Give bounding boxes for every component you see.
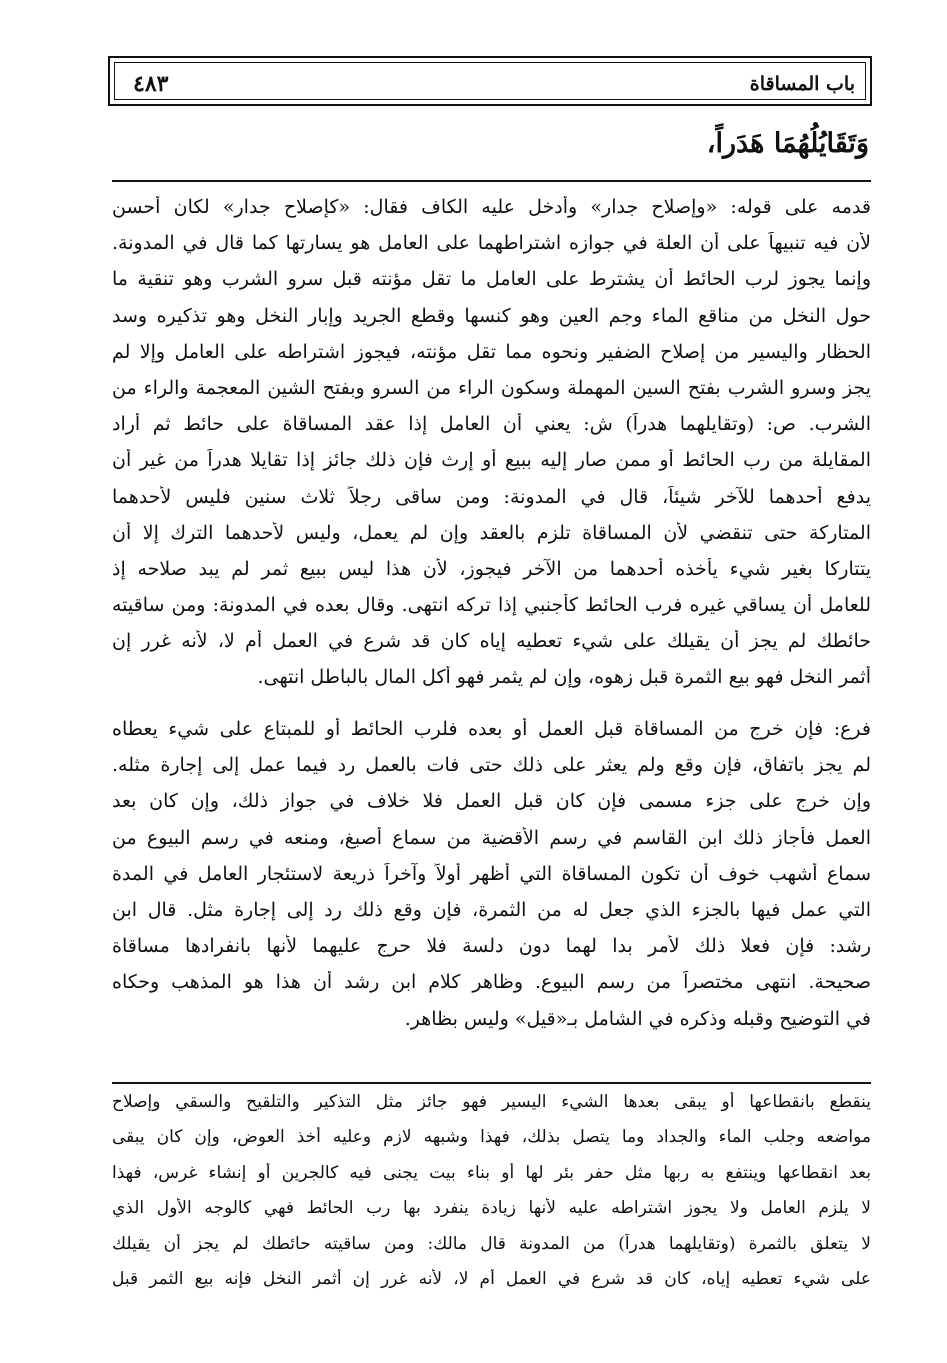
chapter-title: باب المساقاة	[749, 73, 855, 95]
commentary-line: حول النخل من مناقع الماء وجم العين وهو كنسها وقطع الجريد وإبار النخل وهو تذكيره وسد	[112, 304, 871, 327]
commentary-line: الحظار واليسير من إصلاح الضفير ونحوه مما تقل مؤنته، فيجوز اشتراطه على العامل وإلا لم	[112, 340, 871, 363]
page-number: ٤٨٣	[133, 71, 169, 97]
top-divider	[112, 180, 871, 182]
branch-line: العمل فأجاز ذلك ابن القاسم في رسم الأقضية من سماع أصبغ، ومنعه في رسم البيوع من	[112, 826, 871, 849]
branch-line: لم يجز باتفاق، فإن وقع ولم يعثر على ذلك حتى فات بالعمل رد فيما عمل إلى إجارة مثله.	[112, 754, 871, 777]
footnote-line: لا يتعلق بالثمرة (وتقايلهما هدراً) من المدونة قال مالك: ومن ساقيته حائطك لم يجز أن يقيلك	[112, 1233, 871, 1254]
branch-line: سماع أشهب خوف أن تكون المساقاة التي أظهر أولاً وآخراً ذريعة لاستئجار العامل في المدة	[112, 862, 871, 885]
branch-line: رشد: فإن فعلا ذلك لأمر بدا لهما دون دلسة فلا حرج عليهما لأنها بانفرادها مساقاة	[112, 935, 871, 958]
branch-line: فرع: فإن خرج من المساقاة قبل العمل أو بعده فلرب الحائط أو للمبتاع على شيء يعطاه	[112, 718, 871, 740]
footnote-line: على شيء تعطيه إياه، كان قد شرع في العمل أم لا، لأنه غرر إن أثمر النخل فإنه بيع الثمر قبل	[112, 1268, 871, 1289]
commentary-block	[112, 196, 871, 703]
footnote-line: لا يلزم العامل ولا يجوز اشتراطه عليه لأنها زيادة ينفرد بها رب الحائط فهي كالوجه الأول الذي	[112, 1198, 871, 1219]
footnote-line: مواضعه وجلب الماء والجداد وما يتصل بذلك، فهذا وشبهه لازم وعليه أخذ العوض، وإن كان يبقى	[112, 1127, 871, 1148]
commentary-line: للعامل أن يساقي غيره فرب الحائط كأجنبي إذا تركه انتهى. وقال بعده في المدونة: ومن ساقيته	[112, 594, 871, 617]
commentary-line: لأن فيه تنبيهاً على أن العلة في جوازه اشتراطهما على العامل هو يسارتها كما قال في المدونة.	[112, 232, 871, 255]
branch-line: التي عمل فيها بالجزء الذي جعل له من الثمرة، فإن وقع ذلك رد إلى إجارة مثل. قال ابن	[112, 898, 871, 921]
commentary-line: يجز وسرو الشرب بفتح السين المهملة وسكون الراء من السرو وبفتح الشين المعجمة والراء من	[112, 376, 871, 399]
commentary-line: الشرب. ص: (وتقايلهما هدراً) ش: يعني أن العامل إذا عقد المساقاة على حائط ثم أراد	[112, 413, 871, 436]
header-inner-frame	[114, 62, 866, 100]
commentary-line: المقايلة من رب الحائط أو ممن صار إليه ببيع أو إرث فإن ذلك جائز إذا تقايلا هدراً من غير أن	[112, 449, 871, 472]
footnote-block	[112, 1092, 871, 1304]
commentary-line: أثمر النخل فهو بيع الثمرة قبل زهوه، وإن لم يثمر فهو أكل المال بالباطل انتهى.	[257, 666, 871, 689]
footnote-divider	[112, 1082, 871, 1084]
commentary-line: قدمه على قوله: «وإصلاح جدار» وأدخل عليه الكاف فقال: «كإصلاح جدار» لكان أحسن	[112, 196, 871, 218]
branch-line: وإن خرج على جزء مسمى فإن كان قبل العمل فلا خلاف في جواز ذلك، وإن كان بعد	[112, 790, 871, 813]
commentary-line: المتاركة حتى تنقضي لأن المساقاة تلزم بالعقد وإن لم يعمل، وليس لأحدهما الترك إلا أن	[112, 521, 871, 544]
commentary-line: يدفع أحدهما للآخر شيئاً، قال في المدونة: ومن ساقى رجلاً ثلاث سنين فليس لأحدهما	[112, 485, 871, 508]
footnote-line: بعد انقطاعها وينتفع به ربها مثل حفر بئر لها أو بناء بيت يجنى فيه كالجرين أو إنشاء غرس، فهذا	[112, 1162, 871, 1183]
commentary-line: حائطك لم يجز أن يقيلك على شيء تعطيه إياه كان قد شرع في العمل أم لا، لأنه غرر إن	[112, 630, 871, 653]
commentary-line: وإنما يجوز لرب الحائط أن يشترط على العامل ما تقل مؤنته قبل سرو الشرب وهو تنقية ما	[112, 268, 871, 291]
branch-block	[112, 718, 871, 1044]
verse-text: وَتَقَايُلُهُمَا هَدَراً،	[706, 128, 869, 159]
footnote-line: ينقطع بانقطاعها أو يبقى بعدها الشيء اليسير فهو جائز مثل التذكير والتلقيح والسقي وإصلاح	[112, 1092, 871, 1112]
branch-line: في التوضيح وقبله وذكره في الشامل بـ«قيل» وليس بظاهر.	[404, 1007, 871, 1030]
branch-line: صحيحة. انتهى مختصراً من رسم البيوع. وظاهر كلام ابن رشد أن هذا هو المذهب وحكاه	[112, 971, 871, 994]
commentary-line: يتتاركا بغير شيء يأخذه أحدهما من الآخر فيجوز، لأن هذا ليس ببيع ثمر لم يبد صلاحه إذ	[112, 557, 871, 580]
running-header	[108, 56, 872, 106]
